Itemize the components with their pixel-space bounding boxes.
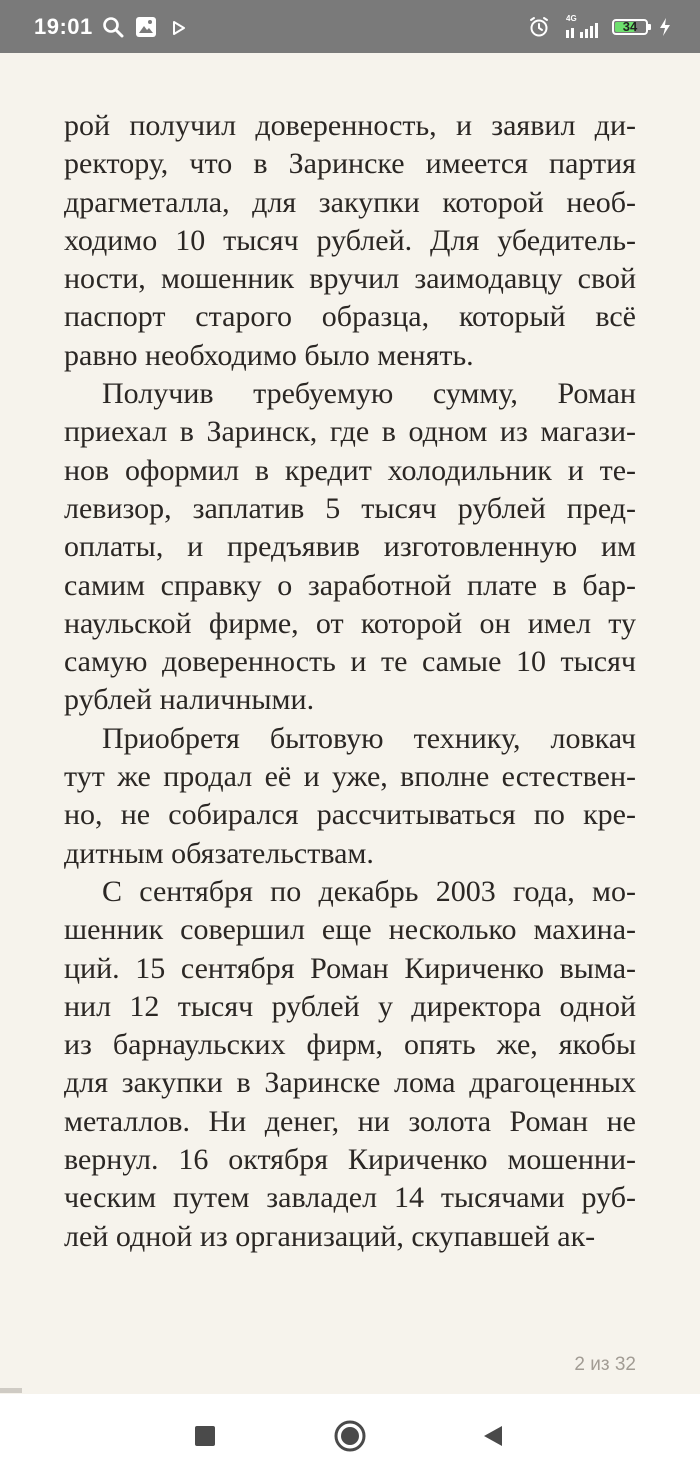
gallery-icon: [134, 15, 158, 39]
text-line: ходимо 10 тысяч рублей. Для убедитель-: [64, 223, 636, 257]
signal-icon: [566, 22, 604, 38]
text-line: из барнаульских фирм, опять же, якобы: [64, 1028, 636, 1062]
home-icon: [336, 1422, 364, 1450]
paragraph: [64, 720, 636, 873]
text-line: дитным обязательствам.: [64, 836, 374, 870]
text-line: но, не собирался рассчитываться по кре-: [64, 798, 636, 832]
status-bar: [0, 0, 700, 53]
text-line: приехал в Заринск, где в одном из магази-: [64, 415, 636, 449]
battery-icon: [612, 19, 648, 35]
battery-level: 34: [622, 19, 638, 34]
status-time: 19:01: [34, 14, 93, 39]
text-line: Получив требуемую сумму, Роман: [102, 377, 636, 411]
text-line: вернул. 16 октября Кириченко мошенни-: [64, 1143, 636, 1177]
text-line: рой получил доверенность, и заявил ди-: [64, 109, 636, 142]
text-line: лей одной из организаций, скупавшей ак-: [64, 1219, 596, 1253]
text-line: тут же продал её и уже, вполне естествен-: [64, 760, 636, 794]
text-line: С сентября по декабрь 2003 года, мо-: [102, 874, 636, 908]
network-type-label: 4G: [566, 14, 577, 23]
search-icon: [102, 16, 124, 38]
page-indicator: 2 из 32: [574, 1354, 636, 1375]
reading-progress-bar: [0, 1388, 22, 1393]
text-line: оплаты, и предъявив изготовленную им: [64, 530, 636, 564]
text-line: ческим путем завладел 14 тысячами руб-: [64, 1181, 636, 1215]
alarm-icon: [528, 16, 550, 38]
paragraph: [64, 375, 636, 720]
text-line: рублей наличными.: [64, 683, 315, 717]
text-line: самую доверенность и те самые 10 тысяч: [64, 645, 636, 679]
text-line: наульской фирме, от которой он имел ту: [64, 606, 636, 640]
text-line: левизор, заплатив 5 тысяч рублей пред-: [64, 491, 636, 525]
text-line: металлов. Ни денег, ни золота Роман не: [64, 1104, 636, 1138]
text-line: драгметалла, для закупки которой необ-: [64, 185, 636, 219]
home-button[interactable]: [330, 1416, 370, 1456]
text-line: нов оформил в кредит холодильник и те-: [64, 453, 636, 487]
text-line: паспорт старого образца, который всё: [64, 300, 636, 334]
charging-icon: [658, 17, 672, 37]
battery-tip: [648, 24, 651, 30]
text-line: ций. 15 сентября Роман Кириченко выма-: [64, 951, 636, 985]
book-page-text[interactable]: [64, 107, 636, 1256]
paragraph: [64, 107, 636, 375]
paragraph: [64, 873, 636, 1256]
recents-button[interactable]: [185, 1416, 225, 1456]
back-icon: [484, 1426, 502, 1446]
navigation-bar: [0, 1394, 700, 1478]
text-line: нил 12 тысяч рублей у директора одной: [64, 989, 636, 1023]
text-line: Приобретя бытовую технику, ловкач: [102, 721, 636, 755]
text-line: равно необходимо было менять.: [64, 338, 474, 372]
recents-icon: [195, 1426, 215, 1446]
text-line: ректору, что в Заринске имеется партия: [64, 147, 636, 181]
text-line: ности, мошенник вручил заимодавцу свой: [64, 262, 636, 296]
back-button[interactable]: [473, 1416, 513, 1456]
play-icon: [172, 21, 186, 35]
text-line: для закупки в Заринске лома драгоценных: [64, 1066, 636, 1100]
text-line: самим справку о заработной плате в бар-: [64, 568, 636, 602]
text-line: шенник совершил еще несколько махина-: [64, 913, 636, 947]
